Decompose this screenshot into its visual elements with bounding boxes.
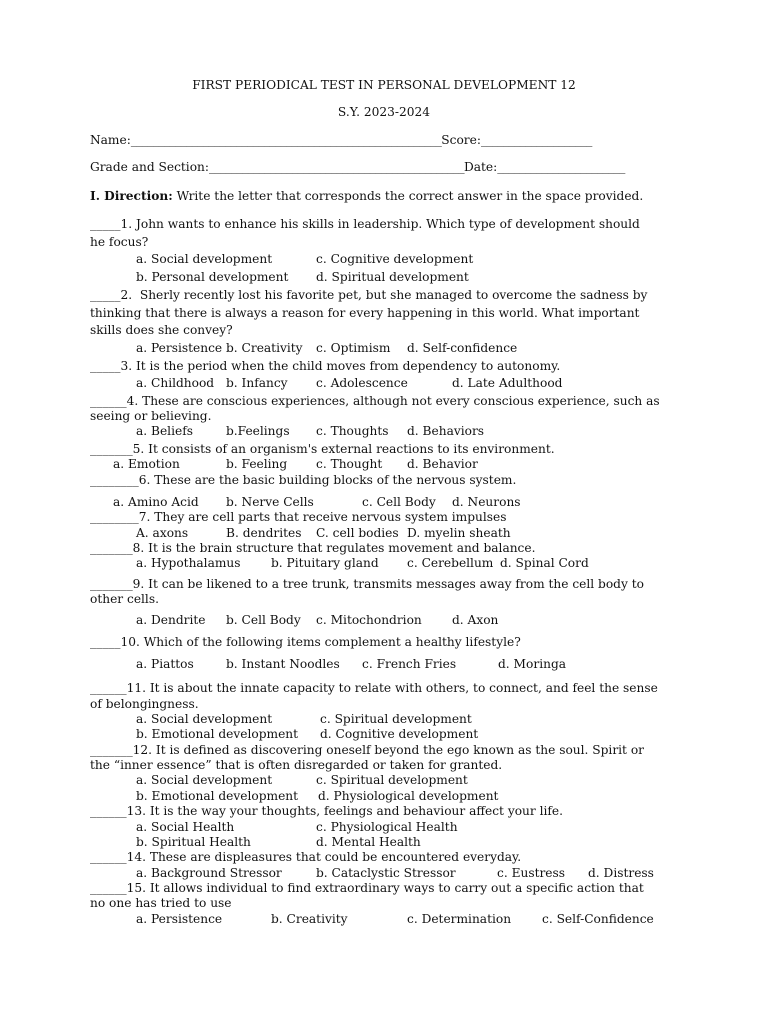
q15-option-b[interactable]: b. Creativity	[271, 912, 348, 926]
name-row	[90, 133, 592, 148]
q7-option-a[interactable]: A. axons	[136, 526, 189, 540]
q13-option-c[interactable]: c. Physiological Health	[316, 820, 458, 834]
question-9-line-1: _______9. It can be likened to a tree trunk, transmits messages away from the cell body to	[90, 577, 644, 591]
score-label: Score:	[441, 133, 481, 147]
q4-option-d[interactable]: d. Behaviors	[407, 424, 485, 438]
question-7-line-1: ________7. They are cell parts that receive nervous system impulses	[90, 510, 507, 524]
q13-option-b[interactable]: b. Spiritual Health	[136, 835, 251, 849]
q12-option-b[interactable]: b. Emotional development	[136, 789, 299, 803]
q1-option-a[interactable]: a. Social development	[136, 252, 273, 266]
q11-option-b[interactable]: b. Emotional development	[136, 727, 299, 741]
test-title: FIRST PERIODICAL TEST IN PERSONAL DEVELOPMENT 12	[192, 78, 576, 92]
q2-option-a[interactable]: a. Persistence	[136, 341, 223, 355]
q14-option-d[interactable]: d. Distress	[588, 866, 654, 880]
q2-option-d[interactable]: d. Self-confidence	[407, 341, 518, 355]
q8-option-c[interactable]: c. Cerebellum	[407, 556, 494, 570]
question-11-line-2: of belongingness.	[90, 697, 199, 711]
q2-option-c[interactable]: c. Optimism	[316, 341, 391, 355]
q5-option-b[interactable]: b. Feeling	[226, 457, 288, 471]
q5-option-a[interactable]: a. Emotion	[113, 457, 180, 471]
q9-option-b[interactable]: b. Cell Body	[226, 613, 301, 627]
q15-option-c[interactable]: c. Determination	[407, 912, 512, 926]
q11-option-c[interactable]: c. Spiritual development	[320, 712, 472, 726]
q8-option-a[interactable]: a. Hypothalamus	[136, 556, 241, 570]
q3-option-c[interactable]: c. Adolescence	[316, 376, 408, 390]
question-12-line-2: the “inner essence” that is often disregarded or taken for granted.	[90, 758, 503, 772]
question-4-line-2: seeing or believing.	[90, 409, 212, 423]
direction-text: Write the letter that corresponds the correct answer in the space provided.	[172, 189, 644, 203]
question-15-line-2: no one has tried to use	[90, 896, 232, 910]
q5-option-d[interactable]: d. Behavior	[407, 457, 478, 471]
date-label: Date:	[464, 160, 498, 174]
q11-option-a[interactable]: a. Social development	[136, 712, 273, 726]
question-6-line-1: ________6. These are the basic building blocks of the nervous system.	[90, 473, 517, 487]
q10-option-d[interactable]: d. Moringa	[498, 657, 567, 671]
q14-option-a[interactable]: a. Background Stressor	[136, 866, 282, 880]
q3-option-a[interactable]: a. Childhood	[136, 376, 215, 390]
q11-option-d[interactable]: d. Cognitive development	[320, 727, 479, 741]
q13-option-a[interactable]: a. Social Health	[136, 820, 235, 834]
q7-option-c[interactable]: C. cell bodies	[316, 526, 399, 540]
q1-option-b[interactable]: b. Personal development	[136, 270, 289, 284]
question-8-line-1: _______8. It is the brain structure that regulates movement and balance.	[90, 541, 536, 555]
question-2-line-2: thinking that there is always a reason for every happening in this world. What important	[90, 306, 640, 320]
q13-option-d[interactable]: d. Mental Health	[316, 835, 421, 849]
q10-option-b[interactable]: b. Instant Noodles	[226, 657, 340, 671]
q8-option-d[interactable]: d. Spinal Cord	[500, 556, 589, 570]
direction	[90, 189, 643, 204]
question-13-line-1: ______13. It is the way your thoughts, feelings and behaviour affect your life.	[90, 804, 563, 818]
q9-option-d[interactable]: d. Axon	[452, 613, 499, 627]
grade-section-field[interactable]: ______________________________________________	[208, 160, 464, 174]
q14-option-b[interactable]: b. Cataclystic Stressor	[316, 866, 456, 880]
q6-option-d[interactable]: d. Neurons	[452, 495, 521, 509]
question-3-line-1: _____3. It is the period when the child moves from dependency to autonomy.	[90, 359, 561, 373]
name-field[interactable]: ________________________________________________________	[130, 133, 442, 147]
q3-option-b[interactable]: b. Infancy	[226, 376, 288, 390]
direction-label: I. Direction:	[90, 189, 173, 203]
q9-option-c[interactable]: c. Mitochondrion	[316, 613, 422, 627]
q9-option-a[interactable]: a. Dendrite	[136, 613, 206, 627]
question-1-line-2: he focus?	[90, 235, 149, 249]
q7-option-b[interactable]: B. dendrites	[226, 526, 302, 540]
question-1-line-1: _____1. John wants to enhance his skills in leadership. Which type of development should	[90, 217, 640, 231]
question-14-line-1: ______14. These are displeasures that could be encountered everyday.	[90, 850, 522, 864]
q14-option-c[interactable]: c. Eustress	[497, 866, 566, 880]
q4-option-c[interactable]: c. Thoughts	[316, 424, 389, 438]
grade-section-label: Grade and Section:	[90, 160, 209, 174]
q3-option-d[interactable]: d. Late Adulthood	[452, 376, 563, 390]
school-year: S.Y. 2023-2024	[337, 105, 431, 119]
q12-option-c[interactable]: c. Spiritual development	[316, 773, 468, 787]
q6-option-a[interactable]: a. Amino Acid	[113, 495, 199, 509]
q6-option-b[interactable]: b. Nerve Cells	[226, 495, 314, 509]
q8-option-b[interactable]: b. Pituitary gland	[271, 556, 379, 570]
q1-option-d[interactable]: d. Spiritual development	[316, 270, 469, 284]
q2-option-b[interactable]: b. Creativity	[226, 341, 303, 355]
q15-option-d[interactable]: c. Self-Confidence	[542, 912, 654, 926]
name-label: Name:	[90, 133, 131, 147]
q5-option-c[interactable]: c. Thought	[316, 457, 383, 471]
q4-option-a[interactable]: a. Beliefs	[136, 424, 193, 438]
question-11-line-1: ______11. It is about the innate capacity to relate with others, to connect, and feel the sense	[90, 681, 658, 695]
q12-option-d[interactable]: d. Physiological development	[318, 789, 499, 803]
question-9-line-2: other cells.	[90, 592, 159, 606]
question-4-line-1: ______4. These are conscious experiences, although not every conscious experience, such as	[90, 394, 660, 408]
score-field[interactable]: ____________________	[480, 133, 592, 147]
q1-option-c[interactable]: c. Cognitive development	[316, 252, 474, 266]
q4-option-b[interactable]: b.Feelings	[226, 424, 290, 438]
grade-row	[90, 160, 625, 175]
question-15-line-1: ______15. It allows individual to find extraordinary ways to carry out a specific action that	[90, 881, 644, 895]
q7-option-d[interactable]: D. myelin sheath	[407, 526, 511, 540]
question-2-line-3: skills does she convey?	[90, 323, 233, 337]
question-10-line-1: _____10. Which of the following items complement a healthy lifestyle?	[90, 635, 521, 649]
date-field[interactable]: _______________________	[497, 160, 625, 174]
q15-option-a[interactable]: a. Persistence	[136, 912, 223, 926]
question-5-line-1: _______5. It consists of an organism's external reactions to its environment.	[90, 442, 555, 456]
q10-option-a[interactable]: a. Piattos	[136, 657, 194, 671]
question-2-line-1: _____2. Sherly recently lost his favorite pet, but she managed to overcome the sadness by	[90, 288, 648, 302]
q10-option-c[interactable]: c. French Fries	[362, 657, 457, 671]
q6-option-c[interactable]: c. Cell Body	[362, 495, 436, 509]
q12-option-a[interactable]: a. Social development	[136, 773, 273, 787]
question-12-line-1: _______12. It is defined as discovering oneself beyond the ego known as the soul. Spirit or	[90, 743, 644, 757]
